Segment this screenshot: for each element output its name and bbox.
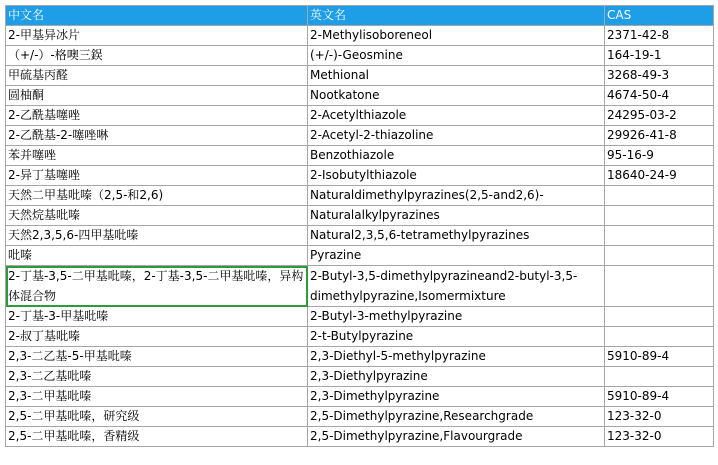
cell-english-name[interactable]: 2,5-Dimethylpyrazine,Researchgrade (308, 407, 605, 427)
header-cell-chinese-name[interactable]: 中文名 (6, 6, 308, 26)
cell-chinese-name[interactable]: 2-异丁基噻唑 (6, 166, 308, 186)
table-row (6, 166, 714, 186)
cell-chinese-name[interactable]: 天然2,3,5,6-四甲基吡嗪 (6, 226, 308, 246)
cell-english-name[interactable]: 2,5-Dimethylpyrazine,Flavourgrade (308, 427, 605, 447)
cell-cas[interactable] (605, 246, 714, 266)
cell-english-name[interactable]: 2-Butyl-3,5-dimethylpyrazineand2-butyl-3,5-dimethylpyrazine,Isomermixture (308, 266, 605, 307)
cell-cas[interactable] (605, 186, 714, 206)
cell-chinese-name[interactable]: 2-乙酰基噻唑 (6, 106, 308, 126)
cell-chinese-name[interactable]: 甲硫基丙醛 (6, 66, 308, 86)
cell-cas[interactable]: 164-19-1 (605, 46, 714, 66)
cell-english-name[interactable]: Methional (308, 66, 605, 86)
cell-cas[interactable]: 123-32-0 (605, 427, 714, 447)
cell-chinese-name[interactable]: 圆柚酮 (6, 86, 308, 106)
cell-english-name[interactable]: Naturaldimethylpyrazines(2,5-and2,6)- (308, 186, 605, 206)
cell-cas[interactable]: 2371-42-8 (605, 26, 714, 46)
table-row (6, 66, 714, 86)
cell-chinese-name[interactable]: 天然二甲基吡嗪（2,5-和2,6) (6, 186, 308, 206)
cell-english-name[interactable]: 2-Acetyl-2-thiazoline (308, 126, 605, 146)
cell-cas[interactable]: 24295-03-2 (605, 106, 714, 126)
cell-english-name[interactable]: 2,3-Diethylpyrazine (308, 367, 605, 387)
table-row (6, 387, 714, 407)
table-row (6, 26, 714, 46)
table-row (6, 266, 714, 307)
cell-english-name[interactable]: 2-t-Butylpyrazine (308, 327, 605, 347)
cell-chinese-name[interactable]: 吡嗪 (6, 246, 308, 266)
cell-cas[interactable]: 5910-89-4 (605, 387, 714, 407)
header-cell-cas[interactable]: CAS (605, 6, 714, 26)
cell-english-name[interactable]: Natural2,3,5,6-tetramethylpyrazines (308, 226, 605, 246)
cell-chinese-name[interactable]: 2-丁基-3,5-二甲基吡嗪，2-丁基-3,5-二甲基吡嗪，异构体混合物 (6, 266, 308, 307)
table-row (6, 226, 714, 246)
cell-chinese-name[interactable]: 2-丁基-3-甲基吡嗪 (6, 307, 308, 327)
cell-chinese-name[interactable]: 天然烷基吡嗪 (6, 206, 308, 226)
cell-cas[interactable]: 4674-50-4 (605, 86, 714, 106)
cell-english-name[interactable]: 2-Methylisoboreneol (308, 26, 605, 46)
cell-chinese-name[interactable]: 苯并噻唑 (6, 146, 308, 166)
cell-cas[interactable] (605, 206, 714, 226)
header-cell-english-name[interactable]: 英文名 (308, 6, 605, 26)
table-row (6, 407, 714, 427)
cell-cas[interactable] (605, 266, 714, 307)
cell-chinese-name[interactable]: 2,5-二甲基吡嗪，研究级 (6, 407, 308, 427)
cell-cas[interactable] (605, 327, 714, 347)
cell-chinese-name[interactable]: 2-乙酰基-2-噻唑啉 (6, 126, 308, 146)
cell-cas[interactable]: 18640-24-9 (605, 166, 714, 186)
cell-cas[interactable]: 29926-41-8 (605, 126, 714, 146)
cell-chinese-name[interactable]: 2,3-二乙基吡嗪 (6, 367, 308, 387)
cell-chinese-name[interactable]: 2,5-二甲基吡嗪，香精级 (6, 427, 308, 447)
cell-english-name[interactable]: 2,3-Dimethylpyrazine (308, 387, 605, 407)
table-body (6, 6, 714, 447)
cell-english-name[interactable]: 2-Acetylthiazole (308, 106, 605, 126)
cell-english-name[interactable]: Naturalalkylpyrazines (308, 206, 605, 226)
table-row (6, 146, 714, 166)
cell-cas[interactable]: 95-16-9 (605, 146, 714, 166)
cell-english-name[interactable]: (+/-)-Geosmine (308, 46, 605, 66)
cell-english-name[interactable]: Pyrazine (308, 246, 605, 266)
table-row (6, 246, 714, 266)
header-row (6, 6, 714, 26)
cell-cas[interactable] (605, 367, 714, 387)
table-row (6, 307, 714, 327)
table-row (6, 46, 714, 66)
table-row (6, 126, 714, 146)
cell-english-name[interactable]: 2,3-Diethyl-5-methylpyrazine (308, 347, 605, 367)
cell-cas[interactable] (605, 226, 714, 246)
table-row (6, 347, 714, 367)
data-table (5, 5, 714, 447)
cell-cas[interactable] (605, 307, 714, 327)
cell-english-name[interactable]: 2-Butyl-3-methylpyrazine (308, 307, 605, 327)
cell-chinese-name[interactable]: 2,3-二乙基-5-甲基吡嗪 (6, 347, 308, 367)
table-row (6, 186, 714, 206)
cell-cas[interactable]: 3268-49-3 (605, 66, 714, 86)
table-row (6, 106, 714, 126)
spreadsheet (5, 5, 713, 447)
cell-english-name[interactable]: Benzothiazole (308, 146, 605, 166)
cell-chinese-name[interactable]: （+/-）-格噢三鋘 (6, 46, 308, 66)
cell-chinese-name[interactable]: 2,3-二甲基吡嗪 (6, 387, 308, 407)
table-row (6, 86, 714, 106)
cell-english-name[interactable]: 2-Isobutylthiazole (308, 166, 605, 186)
cell-cas[interactable]: 123-32-0 (605, 407, 714, 427)
cell-cas[interactable]: 5910-89-4 (605, 347, 714, 367)
table-row (6, 206, 714, 226)
table-row (6, 327, 714, 347)
table-row (6, 427, 714, 447)
cell-english-name[interactable]: Nootkatone (308, 86, 605, 106)
cell-chinese-name[interactable]: 2-甲基异冰片 (6, 26, 308, 46)
table-row (6, 367, 714, 387)
cell-chinese-name[interactable]: 2-叔丁基吡嗪 (6, 327, 308, 347)
